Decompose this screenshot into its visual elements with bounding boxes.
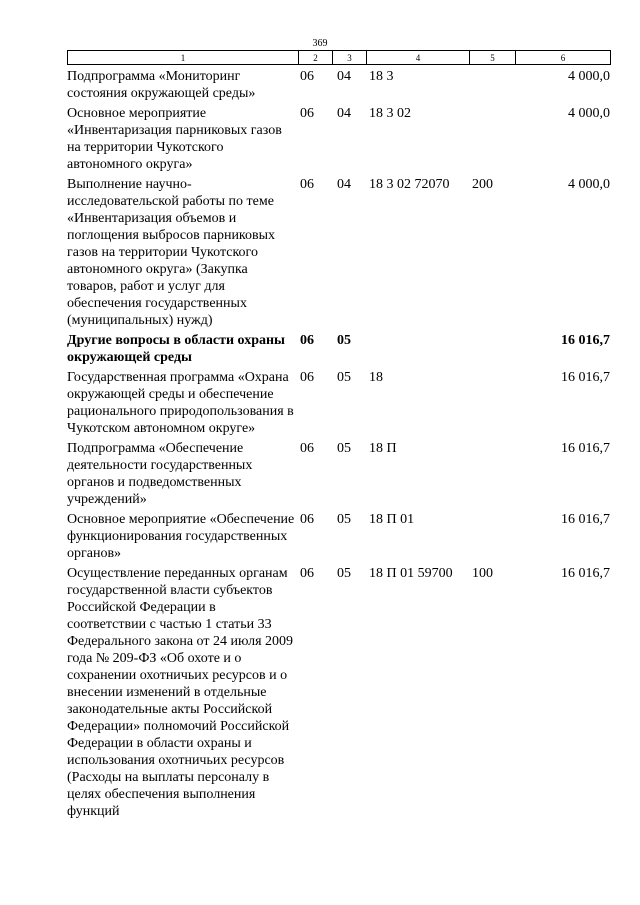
row-target-code: 18 П 01 59700 [369,566,453,581]
row-name: Подпрограмма «Мониторинг состояния окружающей среды» [67,69,256,101]
column-header-1: 1 [68,51,299,65]
table-row [67,105,610,176]
row-target-code: 18 [369,370,383,385]
row-name: Осуществление переданных органам государственной власти субъектов Российской Федерации в соответствии с частью 1 статьи 33 Федерального закона от 24 июля 2009 года № 209-ФЗ «Об охоте и о сохранении охотничьих ресурсов и о внесении изменений в отдельные законодательные акты Российской Федерации» полномочий Российской Федерации в области охраны и использования охотничьих ресурсов (Расходы на выплаты персоналу в целях обеспечения выполнения функций [67,566,294,819]
row-subsection-code: 05 [337,512,351,527]
page-number: 369 [312,38,328,49]
row-amount: 16 016,7 [561,333,610,348]
column-header-5: 5 [470,51,516,65]
row-subsection-code: 04 [337,69,351,84]
row-expense-type [469,440,515,511]
row-amount: 4 000,0 [568,177,610,192]
table-row [67,369,610,440]
column-header-table [67,50,611,65]
row-amount: 4 000,0 [568,106,610,121]
row-section-code: 06 [300,566,314,581]
row-name: Государственная программа «Охрана окружающей среды и обеспечение рационального природопользования в Чукотском автономном округе» [67,370,294,436]
row-name: Выполнение научно-исследовательской работы по теме «Инвентаризация объемов и поглощения выбросов парниковых газов на территории Чукотского автономного округа» (Закупка товаров, работ и услуг для обеспечения государственных (муниципальных) нужд) [67,177,276,328]
budget-table [67,68,610,823]
row-target-code: 18 П 01 [369,512,415,527]
row-expense-type: 200 [472,177,493,192]
row-section-code: 06 [300,441,314,456]
column-header-4: 4 [367,51,470,65]
column-header-row [68,51,611,65]
row-section-code: 06 [300,69,314,84]
table-row [67,440,610,511]
row-target-code: 18 П [369,441,397,456]
budget-table-body [67,68,610,823]
table-row [67,68,610,105]
row-amount: 4 000,0 [568,69,610,84]
row-section-code: 06 [300,370,314,385]
row-amount: 16 016,7 [561,566,610,581]
row-section-code: 06 [300,333,314,348]
row-expense-type [469,105,515,176]
row-expense-type [469,511,515,565]
row-subsection-code: 05 [337,370,351,385]
table-row [67,511,610,565]
table-row [67,565,610,823]
row-amount: 16 016,7 [561,370,610,385]
row-subsection-code: 05 [337,333,351,348]
row-expense-type [469,369,515,440]
row-subsection-code: 05 [337,441,351,456]
row-name: Другие вопросы в области охраны окружающей среды [67,333,285,365]
row-section-code: 06 [300,512,314,527]
row-expense-type: 100 [472,566,493,581]
table-row [67,332,610,369]
column-header-3: 3 [333,51,367,65]
row-expense-type [469,68,515,105]
column-header-2: 2 [299,51,333,65]
row-name: Основное мероприятие «Обеспечение функционирования государственных органов» [67,512,295,561]
row-target-code: 18 3 [369,69,394,84]
row-section-code: 06 [300,106,314,121]
row-subsection-code: 05 [337,566,351,581]
table-row [67,176,610,332]
row-name: Подпрограмма «Обеспечение деятельности государственных органов и подведомственных учреждений» [67,441,253,507]
row-amount: 16 016,7 [561,512,610,527]
row-target-code [366,332,469,369]
row-subsection-code: 04 [337,177,351,192]
row-amount: 16 016,7 [561,441,610,456]
row-name: Основное мероприятие «Инвентаризация парниковых газов на территории Чукотского автономного округа» [67,106,282,172]
row-expense-type [469,332,515,369]
row-target-code: 18 3 02 72070 [369,177,450,192]
column-header-6: 6 [516,51,611,65]
row-subsection-code: 04 [337,106,351,121]
row-section-code: 06 [300,177,314,192]
row-target-code: 18 3 02 [369,106,411,121]
